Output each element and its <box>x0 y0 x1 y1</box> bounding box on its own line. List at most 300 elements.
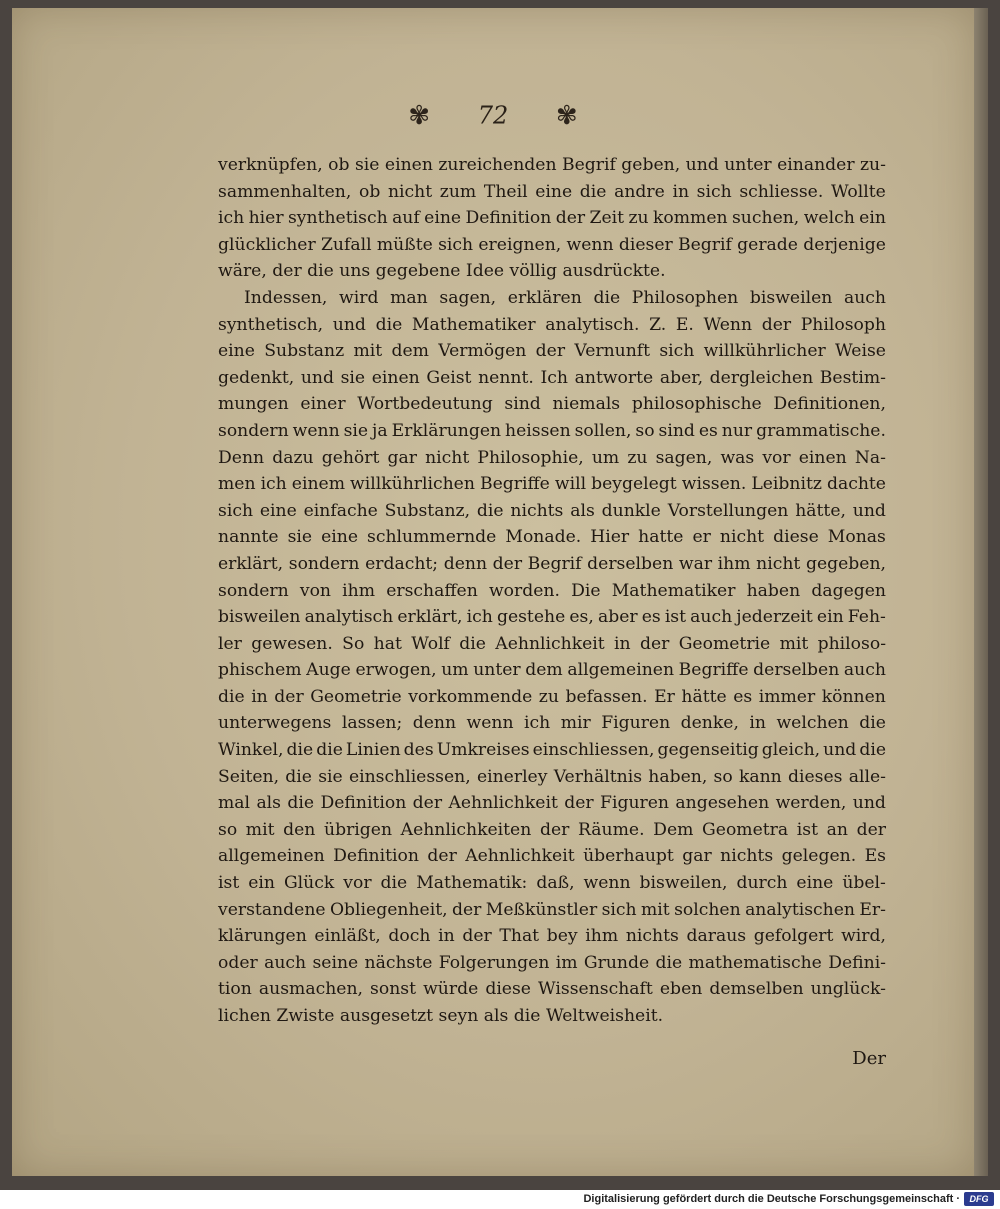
word: die <box>593 287 621 308</box>
text-line <box>218 152 886 179</box>
text-line <box>218 312 886 339</box>
word: mir <box>560 713 591 734</box>
word: befassen. <box>565 686 648 707</box>
word: wenn <box>292 420 340 441</box>
word: kann <box>738 766 782 787</box>
word: oder <box>218 952 258 973</box>
ornament-left-icon: ✾ <box>408 100 431 131</box>
word: dergleichen <box>709 367 814 388</box>
word: sich <box>218 500 254 521</box>
word: müßte <box>376 234 433 255</box>
word: alle- <box>848 766 886 787</box>
word: er <box>692 527 711 548</box>
word: gedenkt, <box>218 367 295 388</box>
word: war <box>678 553 713 574</box>
text-line <box>218 817 886 844</box>
word: Substanz, <box>384 500 471 521</box>
word: E. <box>675 314 694 335</box>
word: Wollte <box>830 181 886 202</box>
word: dazu <box>272 447 314 468</box>
text-line <box>218 551 886 578</box>
word: sind <box>658 420 695 441</box>
word: men <box>218 474 256 495</box>
word: Definition <box>333 846 419 867</box>
word: es <box>733 686 753 707</box>
word: philoso- <box>817 633 886 654</box>
word: nicht <box>719 527 765 548</box>
word: die <box>218 686 245 707</box>
word: ist <box>218 873 240 894</box>
word: synthetisch, <box>218 314 324 335</box>
text-line <box>218 897 886 924</box>
word: Umkreises <box>436 740 530 761</box>
word: dagegen <box>811 580 886 601</box>
word: zum <box>439 181 477 202</box>
word: auch <box>264 952 307 973</box>
word: die <box>859 740 886 761</box>
word: Meßkünstler <box>485 899 598 920</box>
word: der <box>427 846 457 867</box>
word: Monade. <box>505 527 582 548</box>
word: nur <box>721 420 753 441</box>
word: die <box>655 952 683 973</box>
word: Denn <box>218 447 265 468</box>
word: mit <box>245 819 275 840</box>
word: Hier <box>590 527 630 548</box>
word: Linien <box>345 740 401 761</box>
word: hätte <box>681 686 727 707</box>
word: ausmachen, <box>258 979 363 1000</box>
word: verknüpfen, <box>218 155 323 175</box>
word: wenn <box>583 873 631 894</box>
word: nannte <box>218 527 279 548</box>
text-line <box>218 365 886 392</box>
word: die <box>316 740 343 761</box>
word: analytisch <box>304 607 394 628</box>
word: und <box>685 155 719 175</box>
word: einerley <box>476 766 548 787</box>
text-line <box>218 524 886 551</box>
word: so <box>635 420 655 441</box>
word: erklärt, <box>397 607 463 628</box>
word: diese <box>773 527 819 548</box>
word: doch <box>388 926 431 947</box>
word: gegeben, <box>805 553 886 574</box>
word: vor <box>343 873 372 894</box>
word: dem <box>391 341 429 362</box>
text-line <box>218 657 886 684</box>
word: allgemeinen <box>567 660 675 681</box>
word: Figuren <box>601 713 671 734</box>
word: durch <box>736 873 788 894</box>
word: Winkel, <box>218 740 284 761</box>
word: ein <box>248 873 275 894</box>
word: sich <box>438 234 474 255</box>
word: und <box>823 740 857 761</box>
page-number: 72 <box>477 101 509 130</box>
word: es <box>641 607 661 628</box>
word: sich <box>659 341 695 362</box>
word: und <box>300 367 334 388</box>
word: der <box>639 633 670 654</box>
word: der <box>535 341 566 362</box>
word: haben, <box>648 766 708 787</box>
word: auch <box>690 607 733 628</box>
word: willkührlicher <box>703 341 826 362</box>
word: einschliessen, <box>532 740 655 761</box>
word: unter <box>473 660 521 681</box>
word: sind <box>504 394 541 415</box>
word: gegenseitig <box>657 740 759 761</box>
word: der <box>856 819 886 840</box>
word: Obliegenheit, <box>329 899 448 920</box>
word: Begrif <box>561 155 616 175</box>
word: Definition <box>465 208 552 229</box>
word: überhaupt <box>583 846 674 867</box>
word: unter <box>724 155 772 175</box>
word: So <box>342 633 365 654</box>
word: der <box>492 553 523 574</box>
word: erschaffen <box>386 580 478 601</box>
word: sie <box>343 420 369 441</box>
word: des <box>403 740 434 761</box>
body-text <box>218 152 886 1030</box>
word: mungen <box>218 394 289 415</box>
word: phischem <box>218 660 302 681</box>
word: gar <box>682 846 712 867</box>
word: dunkle <box>601 500 661 521</box>
word: und <box>852 793 886 814</box>
word: mal <box>218 793 251 814</box>
word: ist <box>796 819 818 840</box>
word: zu- <box>859 155 886 175</box>
word: erklärt, <box>218 553 284 574</box>
word: der <box>412 793 443 814</box>
word: wenn <box>466 713 514 734</box>
word: man <box>390 287 428 308</box>
word: hatte <box>638 527 684 548</box>
word: Begrif <box>678 234 732 255</box>
word: ich <box>524 713 551 734</box>
word: werden, <box>775 793 847 814</box>
word: erklären <box>507 287 582 308</box>
word: ein <box>859 208 886 229</box>
word: gewesen. <box>251 633 333 654</box>
word: sie <box>318 766 343 787</box>
text-line <box>218 179 886 206</box>
word: die <box>287 793 315 814</box>
word: in <box>438 926 455 947</box>
word: Defini- <box>828 952 886 973</box>
word: sagen, <box>439 287 497 308</box>
word: denn <box>412 713 457 734</box>
text-line <box>218 631 886 658</box>
word: Aehnlichkeiten <box>400 819 532 840</box>
word: Feh- <box>847 607 886 628</box>
word: gar <box>387 447 417 468</box>
word: sich <box>696 181 732 202</box>
word: mathematische <box>688 952 822 973</box>
text-line <box>218 684 886 711</box>
text-line <box>218 338 886 365</box>
text-line <box>218 391 886 418</box>
word: auf <box>392 208 420 229</box>
word: gerade <box>737 234 798 255</box>
word: die <box>380 873 408 894</box>
word: hier <box>248 208 284 229</box>
word: unterwegens <box>218 713 332 734</box>
word: die <box>286 740 314 761</box>
word: sich <box>601 899 637 920</box>
word: sie <box>287 527 313 548</box>
word: einläßt, <box>314 926 381 947</box>
word: ich <box>466 607 493 628</box>
word: Vorstellungen <box>667 500 789 521</box>
word: hätte, <box>795 500 846 521</box>
word: der <box>274 686 304 707</box>
word: ja <box>372 420 388 441</box>
word: eine <box>796 873 834 894</box>
word: demselben <box>709 979 804 1000</box>
word: derjenige <box>803 234 886 255</box>
word: denn <box>443 553 488 574</box>
word: Ich <box>540 367 568 388</box>
word: worden. <box>488 580 560 601</box>
word: einem <box>291 474 345 495</box>
word: würde <box>423 979 479 1000</box>
word: immer <box>758 686 816 707</box>
word: ihm <box>585 926 619 947</box>
word: philosophische <box>631 394 762 415</box>
word: Erklärungen <box>391 420 502 441</box>
word: die <box>579 181 607 202</box>
text-line <box>218 710 886 737</box>
word: so <box>713 766 733 787</box>
word: als <box>256 793 282 814</box>
word: nicht <box>425 447 470 468</box>
word: nächste <box>364 952 433 973</box>
word: gestehe <box>496 607 566 628</box>
word: daß, <box>536 873 575 894</box>
word: Wissenschaft <box>538 979 653 1000</box>
word: auch <box>843 660 886 681</box>
word: sollen, <box>574 420 632 441</box>
ornament-right-icon: ✾ <box>555 100 578 131</box>
word: einschliessen, <box>348 766 471 787</box>
word: eine <box>321 527 358 548</box>
word: andre <box>614 181 665 202</box>
word: tion <box>218 979 252 1000</box>
word: der <box>761 314 792 335</box>
word: Geist <box>426 367 472 388</box>
word: die <box>285 766 312 787</box>
dfg-logo: DFG <box>964 1192 994 1206</box>
word: der <box>462 926 492 947</box>
word: Dem <box>653 819 694 840</box>
word: wissen. <box>681 474 747 495</box>
word: nichts <box>625 926 679 947</box>
word: derselben <box>587 553 674 574</box>
word: analytisch. <box>545 314 640 335</box>
word: ich <box>218 208 245 229</box>
word: Begriffe <box>678 660 749 681</box>
word: bisweilen <box>749 287 833 308</box>
text-line <box>218 418 886 445</box>
word: Weise <box>835 341 886 362</box>
word: nennt. <box>478 367 534 388</box>
word: eine <box>424 208 462 229</box>
word: um <box>591 447 620 468</box>
word: können <box>821 686 886 707</box>
text-line <box>218 870 886 897</box>
word: ist <box>664 607 687 628</box>
word: übel- <box>842 873 886 894</box>
word: Philosoph <box>800 314 886 335</box>
word: Begrif <box>527 553 582 574</box>
word: Mathematiker <box>411 314 536 335</box>
word: Mathematiker <box>611 580 736 601</box>
word: Geometrie <box>678 633 771 654</box>
word: einen <box>798 447 847 468</box>
word: mit <box>353 341 383 362</box>
word: grammatische. <box>756 420 886 441</box>
text-line <box>218 604 886 631</box>
word: der <box>564 793 594 814</box>
word: ob <box>328 155 350 175</box>
word: Es <box>864 846 886 867</box>
page-edge <box>974 8 988 1176</box>
word: übrigen <box>324 819 393 840</box>
text-line <box>218 232 886 259</box>
word: der <box>555 208 586 229</box>
word: einen <box>384 155 433 175</box>
word: hat <box>373 633 402 654</box>
word: die <box>859 713 886 734</box>
word: in <box>614 633 631 654</box>
word: die <box>375 314 403 335</box>
text-line <box>218 205 886 232</box>
word: klärungen <box>218 926 307 947</box>
text-line <box>218 950 886 977</box>
word: einer <box>300 394 346 415</box>
word: synthetisch <box>287 208 388 229</box>
word: wird <box>339 287 379 308</box>
word: an <box>826 819 848 840</box>
word: sagen, <box>655 447 713 468</box>
word: gehört <box>321 447 380 468</box>
word: in <box>672 181 690 202</box>
word: angesehen <box>675 793 770 814</box>
word: glücklicher <box>218 234 316 255</box>
word: zu <box>538 686 559 707</box>
word: gleich, <box>761 740 821 761</box>
word: wird, <box>841 926 886 947</box>
word: und <box>852 500 886 521</box>
word: sie <box>340 367 366 388</box>
word: sie <box>354 155 380 175</box>
word: Aehnlichkeit <box>465 846 575 867</box>
word: dieses <box>787 766 843 787</box>
word: der <box>451 899 482 920</box>
word: Verhältnis <box>553 766 643 787</box>
word: bisweilen, <box>639 873 728 894</box>
word: ihm <box>342 580 376 601</box>
word: Er- <box>859 899 886 920</box>
word: der <box>539 819 570 840</box>
word: Wortbedeutung <box>357 394 493 415</box>
word: Geometrie <box>310 686 402 707</box>
word: allgemeinen <box>218 846 325 867</box>
word: Bestim- <box>819 367 886 388</box>
word: nicht <box>756 553 801 574</box>
word: gefolgert <box>753 926 834 947</box>
footer-credit: Digitalisierung gefördert durch die Deutsche Forschungsgemeinschaft · <box>583 1193 960 1205</box>
word: suchen, <box>731 208 800 229</box>
word: welch <box>803 208 855 229</box>
text-line <box>218 790 886 817</box>
word: ich <box>260 474 287 495</box>
word: dieser <box>618 234 673 255</box>
word: denke, <box>680 713 739 734</box>
word: ein <box>816 607 844 628</box>
word: Definitionen, <box>773 394 886 415</box>
word: Definition <box>320 793 407 814</box>
word: gelegen. <box>781 846 857 867</box>
word: Wenn <box>703 314 753 335</box>
text-line: lichen Zwiste ausgesetzt seyn als die Weltweisheit. <box>218 1006 664 1026</box>
word: sondern <box>218 420 289 441</box>
page-header <box>12 100 974 131</box>
word: die <box>459 633 486 654</box>
word: ob <box>358 181 381 202</box>
word: eine <box>259 500 297 521</box>
word: lassen; <box>341 713 403 734</box>
word: und <box>332 314 366 335</box>
word: niemals <box>552 394 621 415</box>
word: als <box>570 500 595 521</box>
word: haben <box>746 580 801 601</box>
word: antworte <box>574 367 654 388</box>
word: auch <box>843 287 886 308</box>
word: vor <box>762 447 791 468</box>
word: welchen <box>776 713 849 734</box>
text-line <box>218 764 886 791</box>
word: nichts <box>510 500 564 521</box>
word: ler <box>218 633 242 654</box>
word: Vernunft <box>574 341 651 362</box>
word: ihm <box>717 553 751 574</box>
word: diese <box>485 979 531 1000</box>
word: analytischen <box>745 899 855 920</box>
word: Seiten, <box>218 766 280 787</box>
word: solchen <box>674 899 741 920</box>
word: Glück <box>283 873 335 894</box>
word: schliesse. <box>739 181 824 202</box>
word: verstandene <box>218 899 326 920</box>
word: sondern <box>288 553 360 574</box>
word: Wolf <box>411 633 450 654</box>
word: will <box>554 474 587 495</box>
word: schlummernde <box>367 527 497 548</box>
word: eine <box>218 341 255 362</box>
word: zu <box>627 447 648 468</box>
word: nichts <box>720 846 774 867</box>
word: heissen <box>505 420 571 441</box>
word: Geometra <box>702 819 789 840</box>
word: Begriffe <box>479 474 550 495</box>
word: Theil <box>483 181 528 202</box>
word: Philosophie, <box>477 447 584 468</box>
